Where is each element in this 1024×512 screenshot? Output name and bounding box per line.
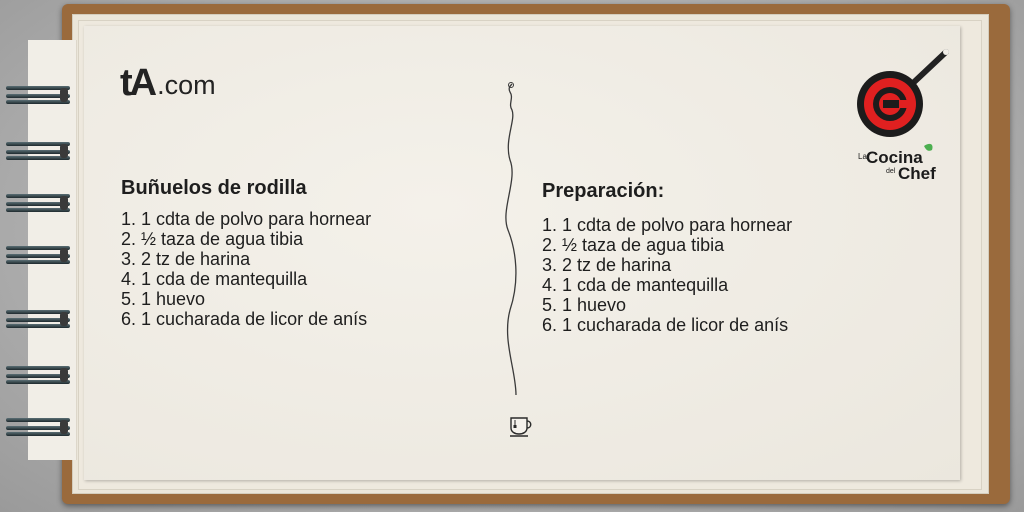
list-item: 6. 1 cucharada de licor de anís — [121, 309, 368, 329]
preparation-title: Preparación: — [542, 180, 665, 202]
site-logo-domain: .com — [157, 70, 216, 100]
list-item: 6. 1 cucharada de licor de anís — [542, 315, 789, 335]
list-item: 1. 1 cdta de polvo para hornear — [542, 215, 793, 235]
list-item: 1. 1 cdta de polvo para hornear — [121, 209, 372, 229]
list-item: 3. 2 tz de harina — [542, 255, 672, 275]
squiggle-line-icon — [490, 80, 540, 440]
brand-cocina: Cocina — [866, 148, 923, 167]
brand-la: La — [858, 152, 867, 161]
spiral-ring-icon — [6, 84, 72, 106]
list-item: 3. 2 tz de harina — [121, 249, 251, 269]
tea-cup-icon — [508, 414, 536, 438]
preparation-list — [542, 215, 792, 335]
spiral-ring-icon — [6, 192, 72, 214]
spiral-ring-icon — [6, 416, 72, 438]
brand-chef: Chef — [898, 164, 936, 183]
list-item: 2. ½ taza de agua tibia — [121, 229, 304, 249]
site-logo — [120, 62, 216, 104]
spiral-ring-icon — [6, 140, 72, 162]
recipe-title: Buñuelos de rodilla — [121, 177, 307, 199]
spiral-ring-icon — [6, 364, 72, 386]
site-logo-mark: tA — [120, 62, 155, 104]
list-item: 5. 1 huevo — [121, 289, 206, 309]
list-item: 4. 1 cda de mantequilla — [542, 275, 729, 295]
spiral-ring-icon — [6, 244, 72, 266]
list-item: 2. ½ taza de agua tibia — [542, 235, 725, 255]
spiral-ring-icon — [6, 308, 72, 330]
list-item: 5. 1 huevo — [542, 295, 627, 315]
list-item: 4. 1 cda de mantequilla — [121, 269, 308, 289]
brand-del: del — [886, 168, 896, 175]
ingredient-list — [121, 209, 371, 329]
